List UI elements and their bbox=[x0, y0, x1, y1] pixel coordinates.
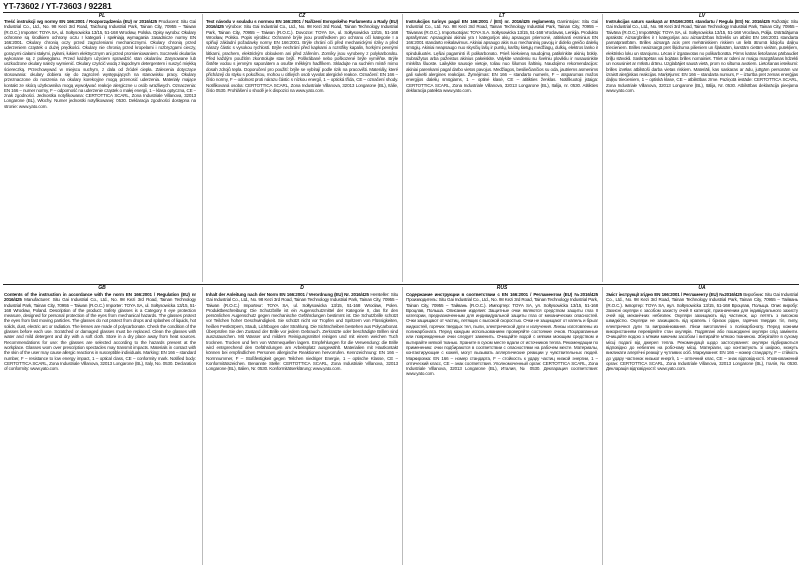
column-divider bbox=[602, 287, 603, 565]
section-heading: Text návodu v souladu s normou EN 166:2001 / Nařízení Evropského Parlamentu a Rady (EU) 2016/425 bbox=[206, 19, 398, 30]
section-ua bbox=[606, 292, 798, 564]
section-lead: Производитель: Situ Gai Industrial Co., Ltd., No. 98 Kezi 3rd Road, Tainan Technology Industrial Park, Tainan City, 70955 – Тайвань (R.O.C.). Импортер: TOYA SA, ул. Sołtysowicka 13/15, 51-168 Вроцлав, Польша. Описание изделия: bbox=[406, 297, 598, 313]
language-code-lt: LT bbox=[499, 13, 505, 19]
section-lv bbox=[606, 19, 798, 281]
section-heading: Contents of the instruction in accordance with the norm EN 166:2001 / Regulation (EU) nr 2016/425 bbox=[4, 292, 196, 303]
section-heading: Instrukcijas saturs saskaņā ar EN166:2001 standartu / Regula (ES) Nr. 2016/425 bbox=[606, 19, 770, 24]
section-lt bbox=[406, 19, 598, 281]
section-heading: Содержание инструкции в соответствии с EN 166:2001 / Регламентом (EU) №2016/425 bbox=[406, 292, 598, 297]
section-pl bbox=[4, 19, 196, 281]
language-code-lv: LV bbox=[698, 13, 706, 19]
section-d bbox=[206, 292, 398, 564]
section-body: Aizsargbrilles ir I kategorijas acu aizsardzības līdzeklis un atbilst EN 166:2001 standarta pamatprasībām. Brilles aizsargā acis pret mehāniskiem riskiem un lielā ātrumā lidojošu daļiņu triecieniem. Brilles neaizsargā pret šķidruma pilieniem un šļakatām, karstām cietām vielām, putekļiem, elektrisko loku un starojumu. Lēcas ir izgatavotas no polikarbonāta. Pirms katras lietošanas pārbaudiet briļļu stāvokli. Saskrāpētas vai bojātas brilles nomainiet. Tīriet ar ūdeni ar maigu mazgāšanas līdzekli un nosusiniet ar mīkstu drānu. Uzglabājiet sausā vietā, prom no siltuma avotiem. Lietošanas ieteikumi: brilles izvēlas atbilstoši darba vietas riskiem. Materiāli, kas saskaras ar ādu, jutīgām personām var izraisīt alerģiskas reakcijas. Marķējums: EN 166 – standarta numurs, F – izturība pret zemas enerģijas daļiņu triecieniem, 1 – optiskā klase, CE – atbilstības zīme. Paziņotā iestāde: CERTOTTICA SCARL, Zona Industriale Villanova, 32013 Longarone (BL), Itālija, Nr. 0530. Atbilstības deklarācija pieejama www.yato.com. bbox=[606, 34, 798, 93]
section-body: Ochranné brýle jsou prostředkem pro ochranu očí kategorie I a splňují základní požadavky normy EN 166:2001. Brýle chrání oči před mechanickými riziky a před nárazy částic s vysokou rychlostí. Brýle nechrání před kapkami a rozstřiky kapalin, horkými pevnými látkami, prachem, elektrickým obloukem ani před zářením. Zorníky jsou vyrobeny z polykarbonátu. Před každým použitím zkontrolujte stav brýlí. Poškrábané nebo poškozené brýle vyměňte. Brýle čistěte vodou s jemným saponátem a osušte měkkým hadříkem. Skladujte na suchém místě mimo dosah zdrojů tepla. Doporučení pro použití: brýle se vybírají podle rizik na pracovišti. Materiály, které přicházejí do styku s pokožkou, mohou u citlivých osob vyvolat alergické reakce. Označení: EN 166 – číslo normy, F – odolnost proti nárazu částic s nízkou energií, 1 – optická třída, CE – označení shody. Notifikovaná osoba: CERTOTTICA SCARL, Zona Industriale Villanova, 32013 Longarone (BL), Itálie, číslo 0530. Prohlášení o shodě je k dispozici na www.yato.com. bbox=[206, 34, 398, 93]
language-code-rus: RUS bbox=[496, 285, 508, 291]
language-code-ua: UA bbox=[698, 285, 706, 291]
section-body: Die Schutzbrille ist ein Augenschutzmittel der Kategorie II, das für den persönlichen Augenschutz gegen mechanische Gefährdungen bestimmt ist. Die Schutzbrille schützt vor Teilchen hoher Geschwindigkeit. Sie schützt nicht vor Tropfen und Spritzern von Flüssigkeiten, heißen Festkörpern, Staub, Lichtbogen oder Strahlung. Die Sichtscheiben bestehen aus Polycarbonat. Überprüfen Sie den Zustand der Brille vor jedem Gebrauch. Zerkratzte oder beschädigte Brillen sind auszutauschen. Mit Wasser und mildem Reinigungsmittel reinigen und mit einem weichen Tuch trocknen. Trocken und fern von Wärmequellen lagern. Empfehlungen für die Verwendung: die Brille wird entsprechend den Gefährdungen am Arbeitsplatz ausgewählt. Materialien mit Hautkontakt können bei empfindlichen Personen allergische Reaktionen hervorrufen. Kennzeichnung: EN 166 – Normnummer, F – Stoßfestigkeit gegen Teilchen niedriger Energie, 1 – optische Klasse, CE – Konformitätszeichen. Benannte Stelle: CERTOTTICA SCARL, Zona Industriale Villanova, 32013 Longarone (BL), Italien, Nr. 0530. Konformitätserklärung: www.yato.com. bbox=[206, 307, 398, 372]
column-divider bbox=[402, 287, 403, 565]
language-code-pl: PL bbox=[98, 13, 106, 19]
language-code-cz: CZ bbox=[298, 13, 306, 19]
section-cz bbox=[206, 19, 398, 281]
section-body: Apsauginiai akiniai yra I kategorijos akių apsaugos priemonė, atitinkanti esminius EN 166:2001 standarto reikalavimus. Akiniai apsaugo akis nuo mechaninių pavojų ir didelio greičio dalelių smūgių. Akiniai neapsaugo nuo skysčių lašų ir purslų, karštų kietųjų medžiagų, dulkių, elektros lanko ir spinduliuotės. Lęšiai pagaminti iš polikarbonato. Prieš kiekvieną naudojimą patikrinkite akinių būklę. Subraižytus arba pažeistus akinius pakeiskite. Valykite vandeniu su švelniu plovikliu ir nusausinkite minkšta šluoste. Laikykite sausoje vietoje, toliau nuo šilumos šaltinių. Naudojimo rekomendacijos: akiniai parenkami pagal darbo vietos pavojus. Medžiagos, besiliečiančios su oda, jautriems asmenims gali sukelti alergines reakcijas. Žymėjimas: EN 166 – standarto numeris, F – atsparumas mažos energijos dalelių smūgiams, 1 – optinė klasė, CE – atitikties ženklas. Notifikuotoji įstaiga: CERTOTTICA SCARL, Zona Industriale Villanova, 32013 Longarone (BL), Italija, nr. 0530. Atitikties deklaracija pateikta www.yato.com. bbox=[406, 34, 598, 93]
section-heading: Treść instrukcji wg normy EN 166:2001 / Rozporządzenia (EU) nr 2016/425 bbox=[4, 19, 157, 24]
top-rule bbox=[3, 12, 799, 13]
section-body: Защитные очки являются средством защиты глаз II категории, предназначенным для индивидуальной защиты глаз от механических опасностей. Очки защищают от частиц, летящих с высокой скоростью. Очки не защищают от капель и брызг жидкостей, горячих твердых тел, пыли, электрической дуги и излучения. Линзы изготовлены из поликарбоната. Перед каждым использованием проверяйте состояние очков. Поцарапанные или поврежденные очки следует заменить. Очищайте водой с мягким моющим средством и вытирайте мягкой тканью. Храните в сухом месте вдали от источников тепла. Рекомендации по применению: очки подбираются в соответствии с опасностями на рабочем месте. Материалы, контактирующие с кожей, могут вызывать аллергические реакции у чувствительных людей. Маркировка: EN 166 – номер стандарта, F – стойкость к удару частиц низкой энергии, 1 – оптический класс, CE – знак соответствия. Уполномоченный орган: CERTOTTICA SCARL, Zona Industriale Villanova, 32013 Longarone (BL), Италия, № 0530. Декларация соответствия: www.yato.com. bbox=[406, 307, 598, 377]
column-divider bbox=[202, 287, 203, 565]
section-lead: Gamintojas: Situ Gai Industrial Co., Ltd. No. 98 Kezi 3rd Road, Tainan Technology Industrial Park, Tainan City, 70955 – Taivanas (R.O.C.). Importuotojas: TOYA S.A. Sołtysowicka 13/15, 51-168 Vroclavas, Lenkija. Produkto aprašymas: bbox=[406, 19, 598, 40]
section-heading: Зміст інструкції згідно EN 166:2001 / Регламенту (EU) №2016/425 bbox=[606, 292, 742, 297]
language-code-d: D bbox=[300, 285, 304, 291]
section-lead: Producent: Situ Gai Industrial Co., Ltd., No. 98 Kezi 3rd Road, Taichung Industrial Park, Tainan City, 70955 – Taiwan (R.O.C.) Importer: TOYA SA, ul. Sołtysowicka 13/15, 51-168 Wrocław, Polska. Opisy wyrobu: Okulary ochronne są środkiem ochrony oczu I kategorii i spełniają wymagania zasadnicze normy EN 166:2001. bbox=[4, 19, 196, 46]
section-heading: Instrukcijos turinys pagal EN 166:2001 / (ES) nr. 2016/425 reglamentą bbox=[406, 19, 555, 24]
column-divider bbox=[202, 14, 203, 282]
language-code-gb: GB bbox=[98, 285, 106, 291]
section-lead: Manufacturer: Situ Gai Industrial Co., Ltd., No. 98 Kezi 3rd Road, Tainan Technology Industrial Park, Tainan City, 70955 – Taiwan (R.O.C.) Importer: TOYA SA, ul. Sołtysowicka 13/15, 51-168 Wrocław, Poland. Description of the product: bbox=[4, 297, 196, 313]
middle-rule bbox=[3, 284, 799, 285]
section-lead: Výrobce: Situ Gai Industrial Co., Ltd., No. 98 Kezi 3rd Road, Tainan Technology Industrial Park, Tainan City, 70955 – Taiwan (R.O.C.). Dovozce: TOYA SA, ul. Sołtysowicka 13/15, 51-168 Wrocław, Polsko. Popis výrobku: bbox=[206, 24, 398, 40]
column-divider bbox=[402, 14, 403, 282]
section-lead: Ražotājs: Situ Gai Industrial Co., Ltd., No. 98 Kezi 3rd Road, Tainan Technology Industrial Park, Tainan City, 70955 – Taivāna (R.O.C.) Importētājs: TOYA SA, ul. Sołtysowicka 13/15, 51-168 Vroclava, Polija. Izstrādājuma apraksts: bbox=[606, 19, 798, 40]
column-divider bbox=[602, 14, 603, 282]
section-rus bbox=[406, 292, 598, 564]
section-body: Захисні окуляри є засобом захисту очей II категорії, призначеним для індивідуального захисту очей від механічних небезпек. Окуляри захищають від частинок, що летять з високою швидкістю. Окуляри не захищають від крапель і бризок рідин, гарячих твердих тіл, пилу, електричної дуги та випромінювання. Лінзи виготовлені з полікарбонату. Перед кожним використанням перевіряйте стан окулярів. Подряпані або пошкоджені окуляри слід замінити. Очищайте водою з м'яким миючим засобом і витирайте м'якою тканиною. Зберігайте в сухому місці подалі від джерел тепла. Рекомендації щодо застосування: окуляри підбираються відповідно до небезпек на робочому місці. Матеріали, що контактують зі шкірою, можуть викликати алергічні реакції у чутливих осіб. Маркування: EN 166 – номер стандарту, F – стійкість до удару частинок низької енергії, 1 – оптичний клас, CE – знак відповідності. Уповноважений орган: CERTOTTICA SCARL, Zona Industriale Villanova, 32013 Longarone (BL), Італія, № 0530. Декларація відповідності: www.yato.com. bbox=[606, 307, 798, 372]
document-title: YT-73602 / YT-73603 / 92281 bbox=[3, 1, 112, 11]
section-lead: Виробник: Situ Gai Industrial Co., Ltd., No. 98 Kezi 3rd Road, Tainan Technology Industrial Park, Tainan City, 70955 – Тайвань (R.O.C.). Імпортер: TOYA SA, вул. Sołtysowicka 13/15, 51-168 Вроцлав, Польща. Опис виробу: bbox=[606, 292, 798, 308]
section-gb bbox=[4, 292, 196, 564]
section-lead: Hersteller: Situ Gai Industrial Co., Ltd., No. 98 Kezi 3rd Road, Tainan Technology Industrial Park, Tainan City, 70955 – Taiwan (R.O.C.) Importeur: TOYA SA, ul. Sołtysowicka 13/15, 51-168 Wrocław, Polen. Produktbeschreibung: bbox=[206, 292, 398, 313]
section-body: Okulary chronią oczy przed zagrożeniami mechanicznymi. Okulary chronią przed uderzeniem cząstek o dużej prędkości. Okulary nie chronią przed kropelami i rozbryzgami cieczy, gorącymi ciałami stałymi, pyłami, łukiem elektrycznym ani przed promieniowaniem. Soczewki okularów wykonane są z poliwęglanu. Przed każdym użyciem sprawdzić stan okularów. Zarysowane lub uszkodzone okulary należy wymienić. Okulary czyścić wodą z łagodnym detergentem i suszyć miękką ściereczką. Przechowywać w miejscu suchym, z dala od źródeł ciepła. Zalecenia dotyczące stosowania: okulary dobiera się do zagrożeń występujących na stanowisku pracy. Okulary przeznaczone do noszenia na okulary korekcyjne mogą przenosić uderzenia. Materiały mające kontakt ze skórą użytkownika mogą wywoływać reakcje alergiczne u osób wrażliwych. Oznaczenia: EN 166 – numer normy, F – odporność na uderzenie cząstek o małej energii, 1 – klasa optyczna, CE – znak zgodności. Jednostka notyfikowana: CERTOTTICA SCARL, Zona Industriale Villanova, 32013 Longarone (BL), Włochy. Numer jednostki notyfikowanej: 0530. Deklaracja zgodności dostępna na stronie: www.yato.com. bbox=[4, 40, 196, 109]
section-heading: Inhalt der Anleitung nach der Norm EN 166:2001 / Verordnung (EU) Nr. 2016/425 bbox=[206, 292, 369, 297]
section-body: Safety glasses is a Category II eye protection measure, designed for personal protection of the eyes from mechanical hazards. The glasses protect the eyes from fast moving particles. The glasses do not protect from drops and splashes of liquids, hot solids, dust, electric arc or radiation. The lenses are made of polycarbonate. Check the condition of the glasses before each use. Scratched or damaged glasses must be replaced. Clean the glasses with water and mild detergent and dry with a soft cloth. Store in a dry place away from heat sources. Recommendations for use: the glasses are selected according to the hazards present at the workplace. Glasses worn over prescription spectacles may transmit impacts. Materials in contact with the skin of the user may cause allergic reactions in susceptible individuals. Marking: EN 166 – standard number, F – resistance to low energy impact, 1 – optical class, CE – conformity mark. Notified body: CERTOTTICA SCARL, Zona Industriale Villanova, 32013 Longarone (BL), Italy, No. 0530. Declaration of conformity: www.yato.com. bbox=[4, 307, 196, 372]
